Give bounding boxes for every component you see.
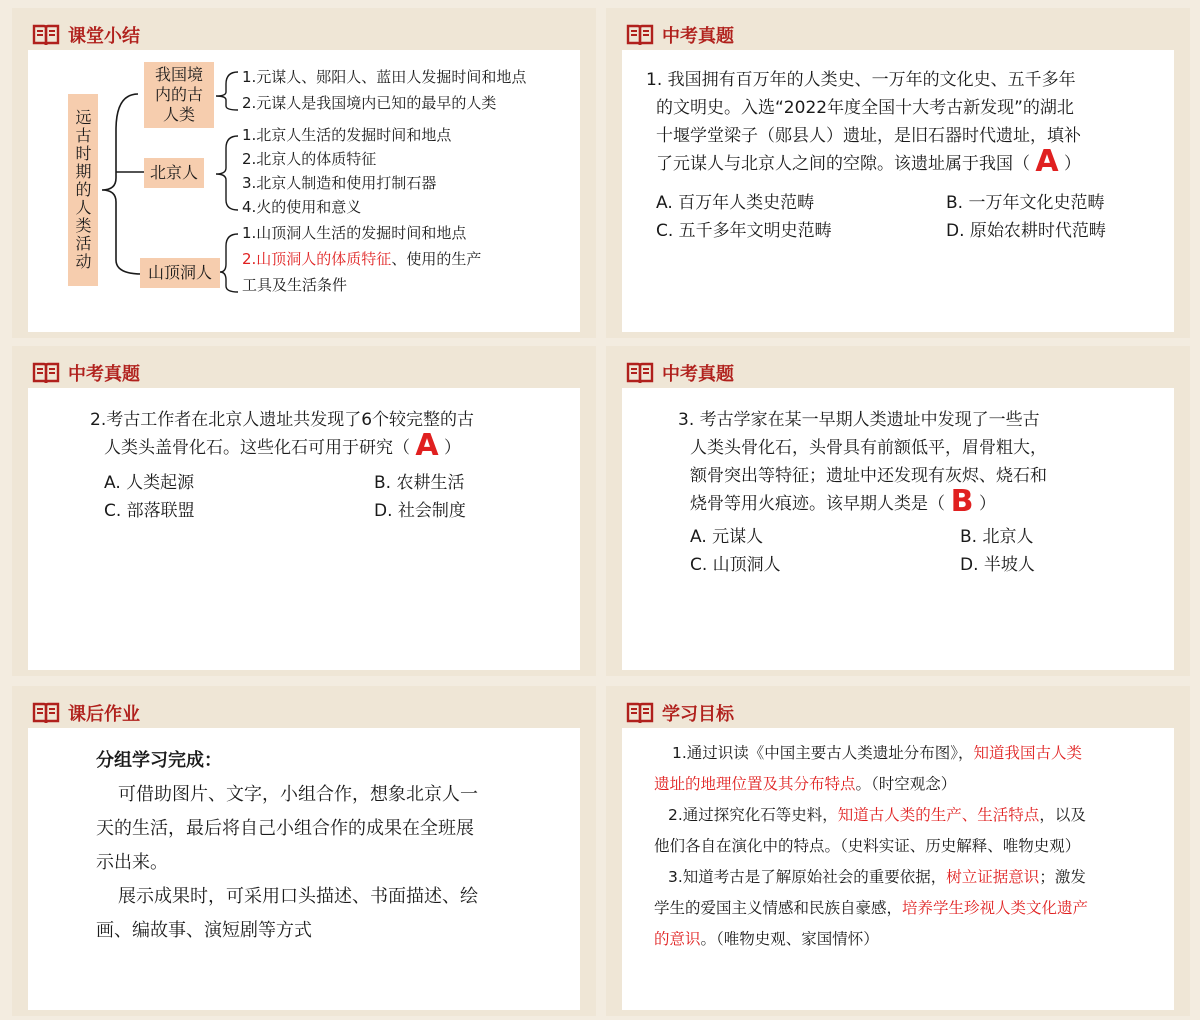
question-line-text: 烧骨等用火痕迹。该早期人类是（: [690, 494, 945, 514]
option-a: A. 人类起源: [104, 473, 195, 493]
branch-label: 山顶洞人: [147, 263, 212, 282]
homework-line: 示出来。: [96, 852, 168, 873]
slide-header: [626, 358, 734, 388]
slide-summary: [12, 8, 596, 338]
goal-text: 3.知道考古是了解原始社会的重要依据，: [668, 868, 947, 886]
book-icon: [32, 361, 60, 385]
question-line: [90, 428, 570, 463]
slide-content: [622, 388, 1174, 670]
slide-title: 中考真题: [662, 26, 734, 47]
list-item: 工具及生活条件: [242, 276, 348, 294]
slide-header: [32, 20, 140, 50]
slide-header: [626, 698, 734, 728]
book-icon: [626, 701, 654, 725]
slide-title: 课堂小结: [68, 26, 140, 47]
slide-goals: [606, 686, 1190, 1016]
option-a: A. 百万年人类史范畴: [656, 193, 815, 213]
question-line: 3. 考古学家在某一早期人类遗址中发现了一些古: [678, 410, 1040, 430]
question-line: 1. 我国拥有百万年的人类史、一万年的文化史、五千多年: [646, 70, 1076, 90]
goal-highlight: 知道我国古人类: [973, 744, 1083, 762]
list-item: [242, 248, 481, 269]
branch-box-peking: [144, 158, 204, 188]
slide-content: [622, 728, 1174, 1010]
goal-line: [654, 924, 1164, 955]
goal-line: [654, 893, 1164, 924]
bracket-close: ）: [1064, 154, 1081, 174]
bracket-close: ）: [444, 438, 461, 458]
list-item-red: 2.山顶洞人的体质特征: [242, 250, 392, 268]
option-b: B. 北京人: [960, 527, 1034, 547]
list-item-rest: 、使用的生产: [391, 250, 482, 268]
goal-highlight: 培养学生珍视人类文化遗产: [902, 899, 1089, 917]
answer-mark: A: [415, 428, 439, 463]
slide-content: [28, 50, 580, 332]
goal-text: ，以及: [1039, 806, 1086, 824]
slide-homework: [12, 686, 596, 1016]
homework-line: 画、编故事、演短剧等方式: [96, 920, 312, 941]
goal-line: [654, 769, 1164, 800]
list-item: 1.北京人生活的发掘时间和地点: [242, 126, 452, 144]
question-text: [678, 406, 1168, 518]
goal-text: 1.通过识读《中国主要古人类遗址分布图》，: [672, 744, 974, 762]
goals-text: [654, 738, 1164, 955]
slide-content: [28, 728, 580, 1010]
option-d: D. 社会制度: [374, 501, 466, 521]
goal-text: 他们各自在演化中的特点。（史料实证、历史解释、唯物史观）: [654, 837, 1081, 855]
branch-label: 北京人: [149, 163, 198, 182]
option-c: C. 山顶洞人: [690, 555, 781, 575]
slide-title: 中考真题: [662, 364, 734, 385]
branch-box-ancient: [144, 62, 214, 128]
question-line-text: 人类头盖骨化石。这些化石可用于研究（: [104, 438, 410, 458]
option-d: D. 半坡人: [960, 555, 1035, 575]
goal-text: 学生的爱国主义情感和民族自豪感，: [654, 899, 903, 917]
slide-title: 中考真题: [68, 364, 140, 385]
question-line: 的文明史。入选“2022年度全国十大考古新发现”的湖北: [656, 98, 1074, 118]
goal-text: 。（时空观念）: [855, 775, 957, 793]
homework-line: 展示成果时，可采用口头描述、书面描述、绘: [118, 886, 478, 907]
book-icon: [626, 361, 654, 385]
homework-heading: 分组学习完成：: [96, 750, 222, 771]
question-text: [646, 66, 1166, 178]
slide-title: 学习目标: [662, 704, 734, 725]
list-item: 3.北京人制造和使用打制石器: [242, 174, 437, 192]
question-line: 2.考古工作者在北京人遗址共发现了6个较完整的古: [90, 410, 475, 430]
question-line: 十堰学堂梁子（郧县人）遗址，是旧石器时代遗址，填补: [656, 126, 1081, 146]
bracket-close: ）: [979, 494, 996, 514]
question-line: [646, 144, 1166, 179]
slide-content: [28, 388, 580, 670]
root-box: [68, 94, 98, 286]
question-line: 额骨突出等特征；遗址中还发现有灰烬、烧石和: [690, 466, 1047, 486]
list-item: 1.元谋人、郧阳人、蓝田人发掘时间和地点: [242, 68, 527, 86]
goal-line: [654, 738, 1164, 769]
book-icon: [32, 701, 60, 725]
goal-line: [654, 862, 1164, 893]
goal-highlight: 树立证据意识: [946, 868, 1040, 886]
slide-content: [622, 50, 1174, 332]
homework-text: [96, 744, 556, 948]
question-line-text: 了元谋人与北京人之间的空隙。该遗址属于我国（: [656, 154, 1030, 174]
option-d: D. 原始农耕时代范畴: [946, 221, 1106, 241]
list-item: 1.山顶洞人生活的发掘时间和地点: [242, 224, 467, 242]
book-icon: [626, 23, 654, 47]
slide-header: [32, 358, 140, 388]
answer-mark: A: [1035, 144, 1059, 179]
goal-line: [654, 800, 1164, 831]
option-b: B. 一万年文化史范畴: [946, 193, 1105, 213]
goal-highlight: 知道古人类的生产、生活特点: [837, 806, 1040, 824]
slide-exam-3: [606, 346, 1190, 676]
goal-highlight: 遗址的地理位置及其分布特点: [654, 775, 856, 793]
slide-exam-1: [606, 8, 1190, 338]
slide-exam-2: [12, 346, 596, 676]
slide-header: [626, 20, 734, 50]
goal-text: 2.通过探究化石等史料，: [668, 806, 838, 824]
goal-text: 。（唯物史观、家国情怀）: [700, 930, 879, 948]
slide-title: 课后作业: [68, 704, 140, 725]
option-c: C. 部落联盟: [104, 501, 195, 521]
book-icon: [32, 23, 60, 47]
branch-box-upper-cave: [140, 258, 220, 288]
question-line: [678, 484, 1168, 519]
homework-line: 可借助图片、文字，小组合作，想象北京人一: [118, 784, 478, 805]
homework-line: 天的生活，最后将自己小组合作的成果在全班展: [96, 818, 474, 839]
option-a: A. 元谋人: [690, 527, 764, 547]
list-item: 2.北京人的体质特征: [242, 150, 377, 168]
option-b: B. 农耕生活: [374, 473, 465, 493]
slide-header: [32, 698, 140, 728]
root-label: 远古时期的人类活动: [73, 109, 92, 271]
option-c: C. 五千多年文明史范畴: [656, 221, 832, 241]
question-line: 人类头骨化石，头骨具有前额低平，眉骨粗大，: [690, 438, 1047, 458]
question-text: [90, 406, 570, 462]
list-item: 4.火的使用和意义: [242, 198, 362, 216]
branch-label: 我国境内的古人类: [154, 65, 203, 124]
goal-highlight: 的意识: [654, 930, 701, 948]
goal-text: ；激发: [1039, 868, 1086, 886]
goal-line: [654, 831, 1164, 862]
answer-mark: B: [950, 484, 974, 519]
list-item: 2.元谋人是我国境内已知的最早的人类: [242, 94, 497, 112]
